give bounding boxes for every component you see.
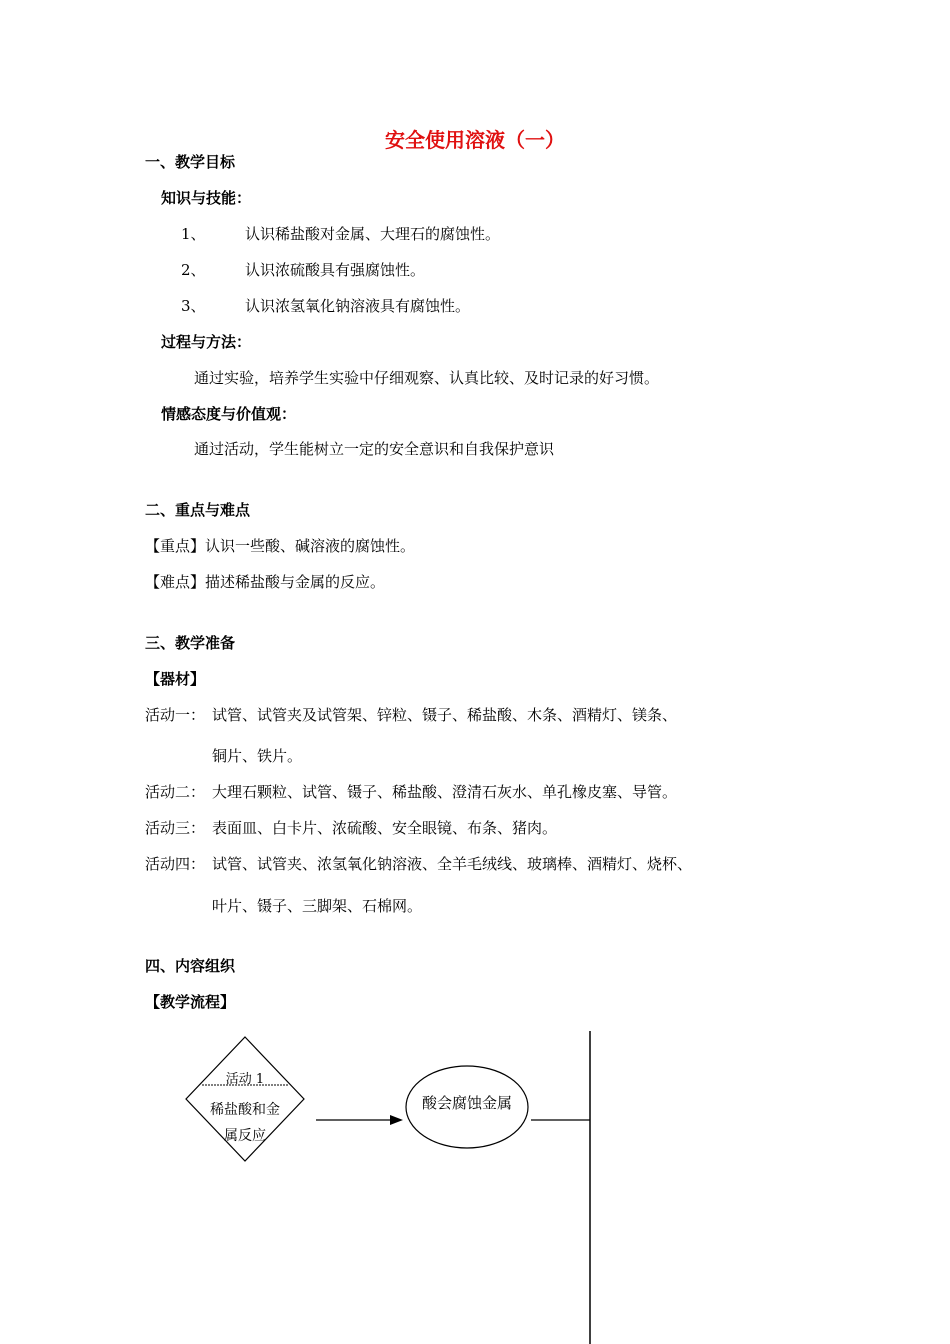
flow-label: 【教学流程】 [145,993,236,1011]
knowledge-heading: 知识与技能： [161,189,252,207]
activity-2-line1: 大理石颗粒、试管、镊子、稀盐酸、澄清石灰水、单孔橡皮塞、导管。 [212,783,678,801]
document-title: 安全使用溶液（一） [385,128,565,152]
difficult-point-text: 描述稀盐酸与金属的反应。 [205,573,386,591]
process-heading: 过程与方法： [161,333,252,351]
section1-heading: 一、教学目标 [145,153,236,171]
knowledge-item-3-number: 3、 [181,297,206,315]
knowledge-item-2-number: 2、 [181,261,206,279]
diamond-top-text: 活动 1 [225,1072,265,1087]
ellipse-text: 酸会腐蚀金属 [421,1094,512,1112]
emotion-text: 通过活动，学生能树立一定的安全意识和自我保护意识 [194,440,555,458]
emotion-heading: 情感态度与价值观： [161,405,297,423]
knowledge-item-3-text: 认识浓氢氧化钠溶液具有腐蚀性。 [245,297,471,315]
diamond-line1-text: 稀盐酸和金 [210,1102,280,1118]
section3-heading: 三、教学准备 [145,634,236,652]
knowledge-item-1-number: 1、 [181,225,206,243]
knowledge-item-2-text: 认识浓硫酸具有强腐蚀性。 [245,261,426,279]
activity-4-line1: 试管、试管夹、浓氢氧化钠溶液、全羊毛绒线、玻璃棒、酒精灯、烧杯、 [212,855,693,873]
activity-1-label: 活动一： [145,706,206,724]
key-point-label: 【重点】 [145,537,206,555]
activity-2-label: 活动二： [145,783,206,801]
activity-4-line2: 叶片、镊子、三脚架、石棉网。 [212,897,423,915]
activity-3-label: 活动三： [145,819,206,837]
section4-heading: 四、内容组织 [145,957,236,975]
process-text: 通过实验，培养学生实验中仔细观察、认真比较、及时记录的好习惯。 [194,369,660,387]
diamond-line2-text: 属反应 [224,1128,266,1144]
activity-3-line1: 表面皿、白卡片、浓硫酸、安全眼镜、布条、猪肉。 [212,819,558,837]
activity-1-line2: 铜片、铁片。 [212,747,303,765]
activity-4-label: 活动四： [145,855,206,873]
section2-heading: 二、重点与难点 [145,501,251,519]
flow-arrow-head [390,1115,403,1125]
difficult-point-label: 【难点】 [145,573,206,591]
equipment-label: 【器材】 [145,670,206,688]
activity-1-line1: 试管、试管夹及试管架、锌粒、镊子、稀盐酸、木条、酒精灯、镁条、 [212,706,678,724]
key-point-text: 认识一些酸、碱溶液的腐蚀性。 [205,537,416,555]
knowledge-item-1-text: 认识稀盐酸对金属、大理石的腐蚀性。 [245,225,501,243]
